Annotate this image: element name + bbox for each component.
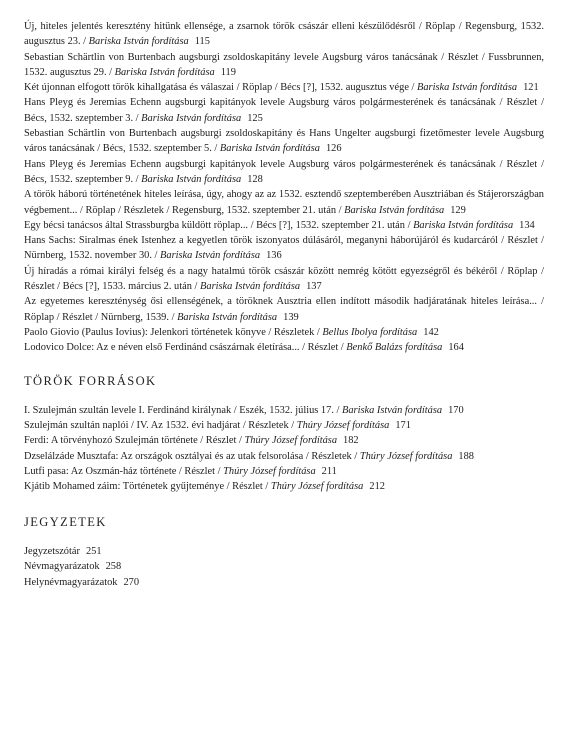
entry-title: Sebastian Schärtlin von Burtenbach augsburgi zsoldoskapitány levele Augsburg város tanácsának / Részlet / Fussbrunnen, 1532. augusztus 29. / [24, 51, 544, 78]
toc-entry [24, 157, 544, 188]
entry-translator: Bariska István fordítása [200, 281, 301, 293]
entry-title: I. Szulejmán szultán levele I. Ferdinánd királynak / Eszék, 1532. július 17. / [24, 404, 342, 416]
entry-title: Az egyetemes kereszténység ősi ellenségének, a töröknek Ausztria ellen indított második hadjáratának hiteles leírása... / Röplap / Részlet / Nürnberg, 1539. / [24, 296, 544, 323]
entry-title: Hans Pleyg és Jeremias Echenn augsburgi kapitányok levele Augsburg város polgármesterének és tanácsának / Részlet / Bécs, 1532. szeptember 3. / [24, 97, 544, 124]
turkish-sources-list [24, 403, 544, 495]
toc-entry [24, 433, 544, 448]
entry-page-number: 212 [369, 481, 385, 493]
western-sources-list [24, 19, 544, 356]
toc-entry [24, 264, 544, 295]
toc-entry [24, 233, 544, 264]
toc-entry [24, 418, 544, 433]
entry-page-number: 129 [450, 204, 466, 216]
entry-page-number: 136 [266, 250, 282, 262]
entry-title: Jegyzetszótár [24, 545, 80, 557]
entry-title: Helynévmagyarázatok [24, 576, 118, 588]
entry-page-number: 139 [283, 311, 299, 323]
entry-page-number: 188 [458, 450, 474, 462]
toc-entry [24, 449, 544, 464]
entry-page-number: 182 [343, 435, 359, 447]
entry-translator: Bariska István fordítása [219, 143, 320, 155]
entry-page-number: 251 [85, 545, 102, 557]
entry-translator: Bariska István fordítása [417, 82, 518, 94]
entry-page-number: 171 [395, 420, 411, 432]
toc-entry [24, 575, 544, 590]
section-heading-notes: JEGYZETEK [24, 514, 107, 529]
entry-page-number: 270 [123, 576, 140, 588]
toc-entry [24, 559, 544, 574]
entry-title: Sebastian Schärtlin von Burtenbach augsburgi zsoldoskapitány és Hans Ungelter augsburgi fizetőmester levele Augsburg város tanácsának / Bécs, 1532. szeptember 5. / [24, 128, 544, 155]
entry-title: Hans Sachs: Siralmas ének Istenhez a kegyetlen török iszonyatos dúlásáról, meganyni háborújáról és kudarcáról / Részlet / Nürnberg, 1532. november 30. / [24, 235, 544, 262]
toc-entry [24, 325, 544, 340]
entry-translator: Bariska István fordítása [88, 36, 189, 48]
entry-page-number: 126 [325, 143, 342, 155]
entry-page-number: 164 [448, 342, 464, 354]
entry-title: Dzselálzáde Musztafa: Az országok osztályai és az utak felsorolása / Részletek / [24, 450, 360, 462]
entry-translator: Thúry József fordítása [244, 435, 338, 447]
entry-translator: Bariska István fordítása [114, 66, 215, 78]
toc-entry [24, 294, 544, 325]
entry-page-number: 125 [247, 112, 263, 124]
entry-translator: Bariska István fordítása [344, 204, 445, 216]
entry-translator: Bariska István fordítása [342, 404, 443, 416]
table-of-contents [24, 19, 544, 590]
entry-title: Ferdi: A törvényhozó Szulejmán története / Részlet / [24, 435, 245, 447]
entry-title: Névmagyarázatok [24, 561, 100, 573]
toc-entry [24, 95, 544, 126]
entry-translator: Bariska István fordítása [177, 311, 278, 323]
entry-page-number: 128 [247, 173, 263, 185]
notes-list [24, 544, 544, 590]
toc-entry [24, 126, 544, 157]
toc-entry [24, 403, 544, 418]
toc-entry [24, 479, 544, 494]
entry-translator: Thúry József fordítása [270, 481, 364, 493]
toc-entry [24, 544, 544, 559]
entry-translator: Benkő Balázs fordítása [346, 342, 443, 354]
entry-translator: Bellus Ibolya fordítása [322, 326, 418, 338]
entry-translator: Thúry József fordítása [223, 466, 316, 478]
entry-page-number: 258 [105, 561, 122, 573]
entry-title: Két újonnan elfogott török kihallgatása és válaszai / Röplap / Bécs [?], 1532. augusztus vége / [24, 82, 418, 94]
entry-page-number: 137 [306, 281, 322, 293]
entry-page-number: 119 [220, 66, 236, 78]
entry-title: A török háború történetének hiteles leírása, úgy, ahogy az az 1532. esztendő szeptemberében Ausztriában és Stájerországban végbement... / Röplap / Részletek / Regensburg, 1532. szeptember 21. után / [24, 189, 544, 216]
entry-page-number: 170 [448, 404, 464, 416]
toc-entry [24, 340, 544, 355]
entry-title: Lodovico Dolce: Az e néven első Ferdinánd császárnak életírása... / Részlet / [24, 342, 347, 354]
section-heading-turkish-sources: TÖRÖK FORRÁSOK [24, 373, 157, 388]
entry-page-number: 142 [423, 326, 439, 338]
entry-title: Szulejmán szultán naplói / IV. Az 1532. évi hadjárat / Részletek / [24, 420, 297, 432]
entry-title: Egy bécsi tanácsos által Strassburgba küldött röplap... / Bécs [?], 1532. szeptember 21. után / [24, 219, 414, 231]
entry-translator: Thúry József fordítása [359, 450, 453, 462]
toc-entry [24, 218, 544, 233]
toc-entry [24, 19, 544, 50]
entry-title: Lutfi pasa: Az Oszmán-ház története / Részlet / [24, 466, 224, 478]
entry-page-number: 121 [523, 82, 539, 94]
entry-title: Hans Pleyg és Jeremias Echenn augsburgi kapitányok levele Augsburg város polgármesterének és tanácsának / Részlet / Bécs, 1532. szeptember 9. / [24, 158, 544, 185]
entry-title: Kjátib Mohamed záim: Történetek gyűjteménye / Részlet / [24, 481, 271, 493]
entry-page-number: 115 [194, 36, 210, 48]
toc-entry [24, 464, 544, 479]
entry-translator: Bariska István fordítása [141, 112, 242, 124]
entry-title: Paolo Giovio (Paulus Iovius): Jelenkori történetek könyve / Részletek / [24, 326, 323, 338]
entry-translator: Thúry József fordítása [296, 420, 390, 432]
toc-entry [24, 187, 544, 218]
entry-translator: Bariska István fordítása [413, 219, 514, 231]
entry-title: Új, hiteles jelentés keresztény hitünk ellensége, a zsarnok török császár elleni készülődésről / Röplap / Regensburg, 1532. augusztus 23. / [24, 21, 544, 48]
toc-entry [24, 50, 544, 81]
toc-entry [24, 80, 544, 95]
entry-translator: Bariska István fordítása [141, 173, 242, 185]
entry-page-number: 211 [321, 466, 337, 478]
entry-translator: Bariska István fordítása [160, 250, 261, 262]
entry-page-number: 134 [519, 219, 535, 231]
entry-title: Új híradás a római királyi felség és a nagy hatalmú török császár között nemrég kötött egyezségről és békéről / Röplap / Részlet / Bécs [?], 1533. március 2. után / [24, 265, 544, 293]
